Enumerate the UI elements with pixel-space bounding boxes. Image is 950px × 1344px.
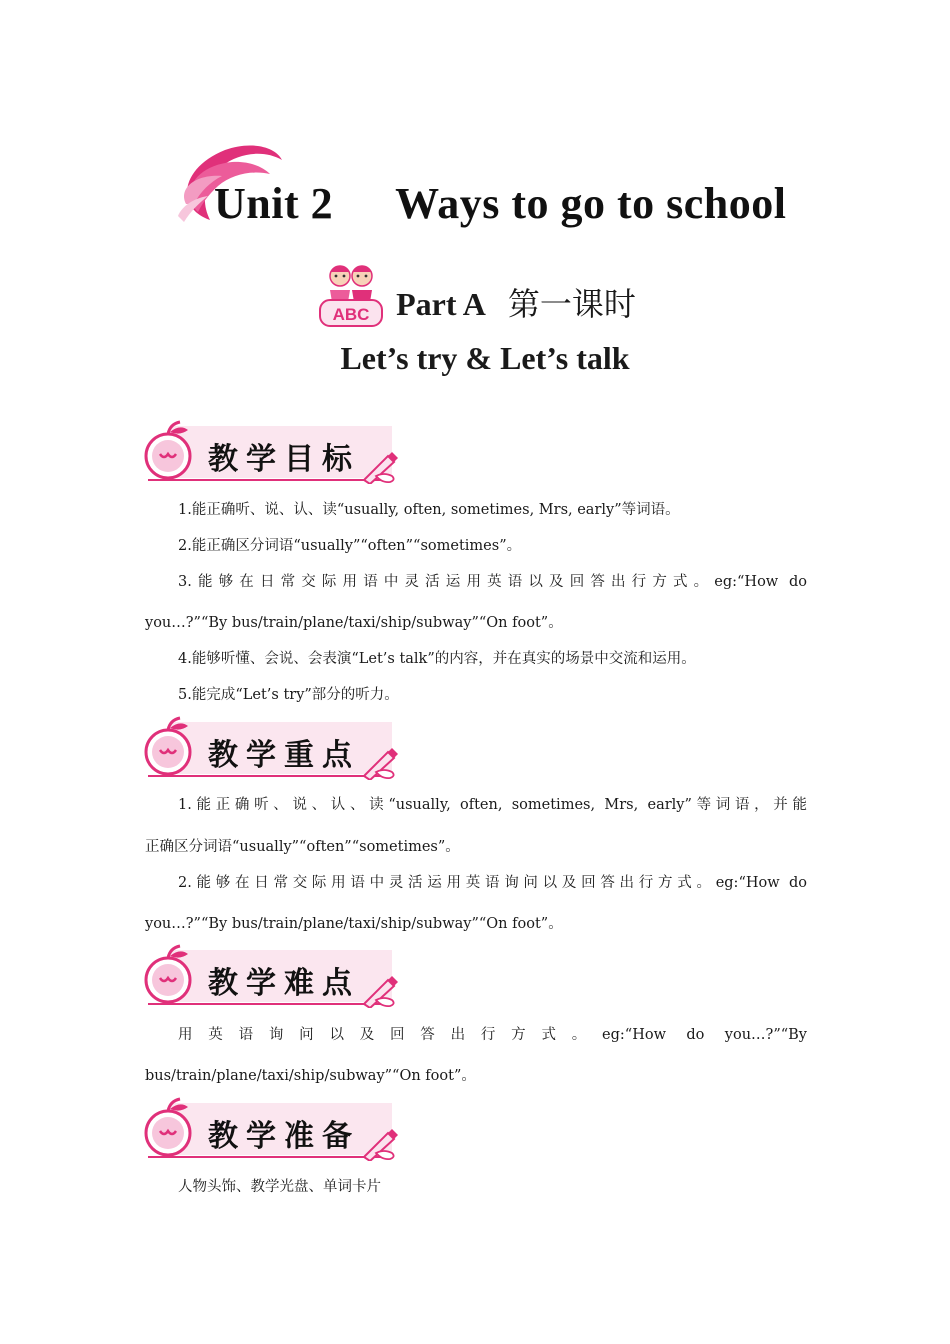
part-period: 第一课时 bbox=[507, 285, 636, 323]
key-point-item: 2.能够在日常交际用语中灵活运用英语询问以及回答出行方式。eg:“How do bbox=[178, 875, 807, 891]
pencil-hand-icon bbox=[362, 746, 402, 780]
part-label: Part A bbox=[396, 286, 486, 322]
difficulty-item: 用英语询问以及回答出行方式。eg:“How do you…?”“By bbox=[178, 1027, 807, 1043]
objective-item: 2.能正确区分词语“usually”“often”“sometimes”。 bbox=[178, 538, 522, 554]
section-title-preparation: 教学准备 bbox=[208, 1119, 360, 1154]
section-heading-key-points bbox=[140, 716, 402, 782]
key-point-item-continued: 正确区分词语“usually”“often”“sometimes”。 bbox=[145, 839, 460, 855]
unit-heading bbox=[214, 178, 786, 229]
pencil-hand-icon bbox=[362, 1127, 402, 1161]
objective-item: 5.能完成“Let’s try”部分的听力。 bbox=[178, 687, 399, 703]
lesson-title: Let’s try & Let’s talk bbox=[340, 340, 630, 376]
preparation-item: 人物头饰、教学光盘、单词卡片 bbox=[178, 1179, 381, 1195]
section-heading-objectives bbox=[140, 420, 402, 486]
children-abc-icon bbox=[314, 262, 386, 330]
unit-name: Ways to go to school bbox=[395, 179, 787, 228]
section-title-difficulties: 教学难点 bbox=[208, 966, 360, 1001]
pencil-hand-icon bbox=[362, 974, 402, 1008]
section-title-objectives: 教学目标 bbox=[208, 442, 360, 477]
section-title-key-points: 教学重点 bbox=[208, 738, 360, 773]
part-header bbox=[0, 262, 950, 334]
section-heading-difficulties bbox=[140, 944, 402, 1010]
unit-number: Unit 2 bbox=[214, 179, 334, 228]
objective-item: 4.能够听懂、会说、会表演“Let’s talk”的内容，并在真实的场景中交流和运用。 bbox=[178, 651, 696, 667]
pencil-hand-icon bbox=[362, 450, 402, 484]
key-point-item-continued: you…?”“By bus/train/plane/taxi/ship/subway”“On foot”。 bbox=[145, 916, 563, 932]
objective-item-continued: you…?”“By bus/train/plane/taxi/ship/subway”“On foot”。 bbox=[145, 615, 563, 631]
objective-item: 1.能正确听、说、认、读“usually, often, sometimes, Mrs, early”等词语。 bbox=[178, 502, 680, 518]
logo-text: ABC bbox=[332, 305, 370, 324]
unit-title bbox=[170, 138, 810, 233]
objective-item: 3.能够在日常交际用语中灵活运用英语以及回答出行方式。eg:“How do bbox=[178, 574, 807, 590]
difficulty-item-continued: bus/train/plane/taxi/ship/subway”“On foot”。 bbox=[145, 1068, 476, 1084]
key-point-item: 1.能正确听、说、认、读“usually, often, sometimes, Mrs, early”等词语，并能 bbox=[178, 797, 807, 813]
section-heading-preparation bbox=[140, 1097, 402, 1163]
part-label-row bbox=[396, 279, 636, 325]
